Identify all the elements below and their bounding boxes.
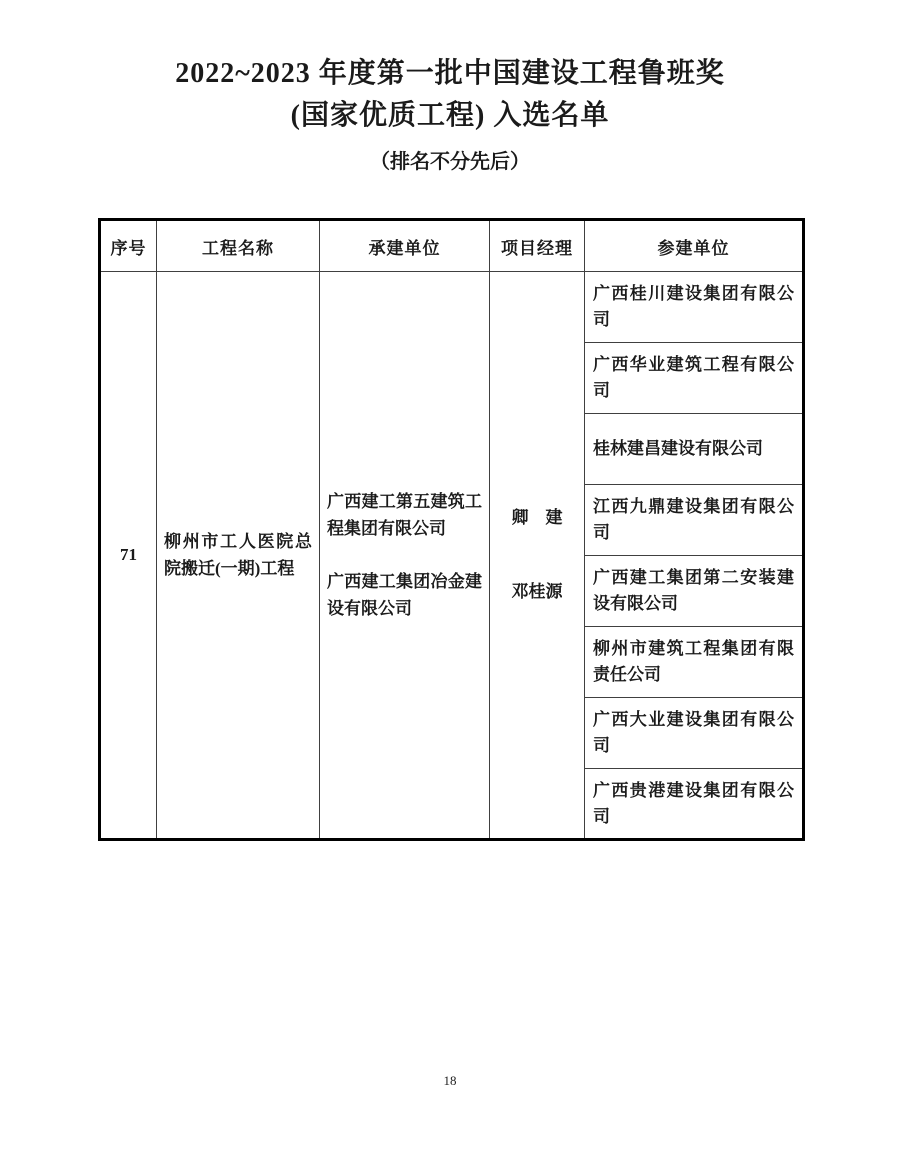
- header-participants: 参建单位: [585, 220, 804, 272]
- document-subtitle: （排名不分先后）: [370, 151, 530, 173]
- document-title-line1: 2022~2023 年度第一批中国建设工程鲁班奖: [175, 58, 725, 89]
- page-number: 18: [443, 1073, 457, 1088]
- header-project-manager: 项目经理: [490, 220, 585, 272]
- document-title-block: [0, 58, 900, 174]
- participant-unit-cell: 广西华业建筑工程有限公司: [585, 343, 804, 414]
- manager-name: 卿 建: [511, 508, 563, 527]
- participant-unit-cell: 柳州市建筑工程集团有限责任公司: [585, 627, 804, 698]
- participant-unit-cell: 广西大业建设集团有限公司: [585, 698, 804, 769]
- participant-unit-cell: 广西桂川建设集团有限公司: [585, 272, 804, 343]
- document-title-line2: (国家优质工程) 入选名单: [290, 100, 610, 131]
- cell-project-managers: [490, 272, 585, 840]
- table-row: [100, 272, 804, 343]
- cell-index-number: 71: [100, 272, 157, 840]
- participant-unit-cell: 广西建工集团第二安装建设有限公司: [585, 556, 804, 627]
- header-project-name: 工程名称: [157, 220, 320, 272]
- manager-name: 邓桂源: [511, 582, 563, 601]
- contractor-name: 广西建工集团冶金建设有限公司: [327, 572, 482, 618]
- awards-table: [98, 218, 805, 841]
- cell-contractors: [320, 272, 490, 840]
- header-contractor: 承建单位: [320, 220, 490, 272]
- participant-unit-cell: 广西贵港建设集团有限公司: [585, 769, 804, 840]
- header-index: 序号: [100, 220, 157, 272]
- contractor-name: 广西建工第五建筑工程集团有限公司: [327, 492, 482, 538]
- cell-project-name: 柳州市工人医院总院搬迁(一期)工程: [157, 272, 320, 840]
- participant-unit-cell: 桂林建昌建设有限公司: [585, 414, 804, 485]
- table-header-row: [100, 220, 804, 272]
- participant-unit-cell: 江西九鼎建设集团有限公司: [585, 485, 804, 556]
